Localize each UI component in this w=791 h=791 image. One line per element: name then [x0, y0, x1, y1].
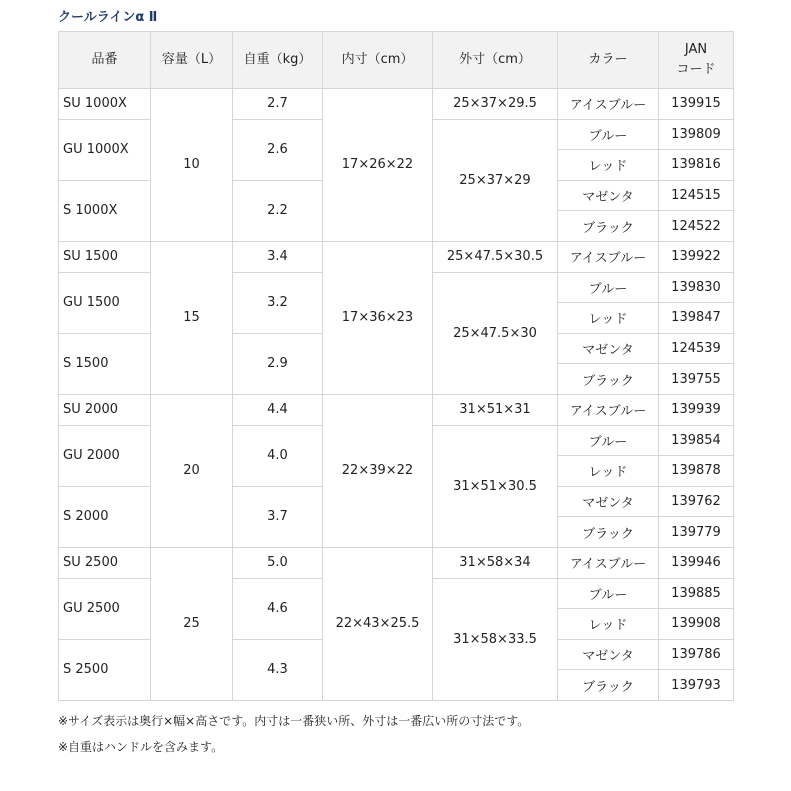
- note-weight: ※自重はハンドルを含みます。: [58, 740, 224, 754]
- weight-cell: 4.6: [233, 578, 323, 639]
- weight-cell: 5.0: [233, 547, 323, 578]
- outer-size-cell: 31×58×34: [433, 547, 558, 578]
- jan-cell: 139878: [659, 456, 734, 487]
- jan-cell: 139908: [659, 609, 734, 640]
- jan-cell: 139939: [659, 394, 734, 425]
- outer-size-cell: 25×47.5×30: [433, 272, 558, 394]
- color-cell: ブラック: [558, 670, 659, 701]
- weight-cell: 2.2: [233, 180, 323, 241]
- color-cell: ブルー: [558, 119, 659, 150]
- model-cell: SU 2000: [59, 394, 151, 425]
- column-header: 品番: [59, 32, 151, 89]
- jan-cell: 139779: [659, 517, 734, 548]
- outer-size-cell: 25×47.5×30.5: [433, 241, 558, 272]
- color-cell: ブルー: [558, 272, 659, 303]
- jan-cell: 124539: [659, 333, 734, 364]
- color-cell: マゼンタ: [558, 333, 659, 364]
- color-cell: レッド: [558, 150, 659, 181]
- color-cell: ブルー: [558, 578, 659, 609]
- weight-cell: 2.7: [233, 89, 323, 120]
- capacity-cell: 20: [151, 394, 233, 547]
- note-size: ※サイズ表示は奥行×幅×高さです。内寸は一番狭い所、外寸は一番広い所の寸法です。: [58, 714, 530, 728]
- model-cell: SU 1500: [59, 241, 151, 272]
- outer-size-cell: 25×37×29.5: [433, 89, 558, 120]
- color-cell: アイスブルー: [558, 394, 659, 425]
- column-header: 自重（kg）: [233, 32, 323, 89]
- jan-cell: 124515: [659, 180, 734, 211]
- color-cell: マゼンタ: [558, 180, 659, 211]
- jan-cell: 139854: [659, 425, 734, 456]
- column-header: 内寸（cm）: [323, 32, 433, 89]
- color-cell: アイスブルー: [558, 547, 659, 578]
- color-cell: マゼンタ: [558, 639, 659, 670]
- weight-cell: 4.4: [233, 394, 323, 425]
- header-row: [59, 32, 734, 89]
- jan-cell: 124522: [659, 211, 734, 242]
- jan-cell: 139922: [659, 241, 734, 272]
- weight-cell: 3.2: [233, 272, 323, 333]
- inner-size-cell: 22×43×25.5: [323, 547, 433, 700]
- color-cell: ブラック: [558, 364, 659, 395]
- jan-cell: 139809: [659, 119, 734, 150]
- table-row: [59, 89, 734, 120]
- color-cell: マゼンタ: [558, 486, 659, 517]
- page-title: クールラインα Ⅱ: [58, 10, 158, 25]
- capacity-cell: 15: [151, 241, 233, 394]
- color-cell: アイスブルー: [558, 89, 659, 120]
- outer-size-cell: 31×51×31: [433, 394, 558, 425]
- jan-cell: 139946: [659, 547, 734, 578]
- weight-cell: 2.9: [233, 333, 323, 394]
- weight-cell: 4.0: [233, 425, 323, 486]
- column-header: JAN コード: [659, 32, 734, 89]
- model-cell: SU 1000X: [59, 89, 151, 120]
- outer-size-cell: 31×51×30.5: [433, 425, 558, 547]
- color-cell: ブルー: [558, 425, 659, 456]
- spec-table: [58, 31, 734, 701]
- model-cell: S 2500: [59, 639, 151, 700]
- jan-cell: 139885: [659, 578, 734, 609]
- weight-cell: 3.7: [233, 486, 323, 547]
- table-row: [59, 394, 734, 425]
- color-cell: レッド: [558, 609, 659, 640]
- color-cell: ブラック: [558, 211, 659, 242]
- outer-size-cell: 31×58×33.5: [433, 578, 558, 700]
- jan-cell: 139786: [659, 639, 734, 670]
- column-header: カラー: [558, 32, 659, 89]
- color-cell: アイスブルー: [558, 241, 659, 272]
- outer-size-cell: 25×37×29: [433, 119, 558, 241]
- weight-cell: 2.6: [233, 119, 323, 180]
- jan-cell: 139915: [659, 89, 734, 120]
- model-cell: SU 2500: [59, 547, 151, 578]
- inner-size-cell: 22×39×22: [323, 394, 433, 547]
- model-cell: S 1000X: [59, 180, 151, 241]
- jan-cell: 139847: [659, 303, 734, 334]
- table-body: [59, 89, 734, 701]
- model-cell: S 1500: [59, 333, 151, 394]
- model-cell: GU 2000: [59, 425, 151, 486]
- jan-cell: 139762: [659, 486, 734, 517]
- inner-size-cell: 17×36×23: [323, 241, 433, 394]
- column-header: 容量（L）: [151, 32, 233, 89]
- color-cell: レッド: [558, 456, 659, 487]
- model-cell: GU 1000X: [59, 119, 151, 180]
- weight-cell: 3.4: [233, 241, 323, 272]
- capacity-cell: 10: [151, 89, 233, 242]
- color-cell: ブラック: [558, 517, 659, 548]
- table-row: [59, 547, 734, 578]
- capacity-cell: 25: [151, 547, 233, 700]
- column-header: 外寸（cm）: [433, 32, 558, 89]
- jan-cell: 139830: [659, 272, 734, 303]
- jan-cell: 139755: [659, 364, 734, 395]
- model-cell: GU 1500: [59, 272, 151, 333]
- weight-cell: 4.3: [233, 639, 323, 700]
- model-cell: S 2000: [59, 486, 151, 547]
- model-cell: GU 2500: [59, 578, 151, 639]
- notes: [58, 708, 529, 760]
- table-row: [59, 241, 734, 272]
- color-cell: レッド: [558, 303, 659, 334]
- jan-cell: 139793: [659, 670, 734, 701]
- jan-cell: 139816: [659, 150, 734, 181]
- inner-size-cell: 17×26×22: [323, 89, 433, 242]
